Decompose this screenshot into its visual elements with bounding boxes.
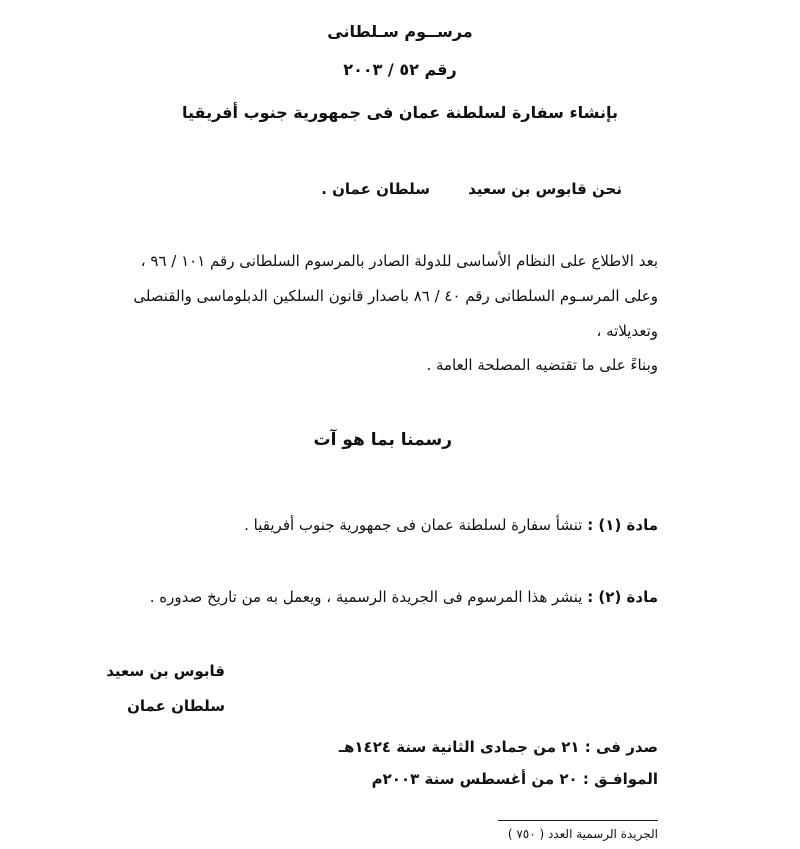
article-2 xyxy=(150,588,658,606)
recital-line: بعد الاطلاع على النظام الأساسى للدولة الصادر بالمرسوم السلطانى رقم ١٠١ / ٩٦ ، xyxy=(140,252,658,270)
signature-title: سلطان عمان xyxy=(127,697,225,715)
article-1 xyxy=(244,516,658,534)
decreed-heading: رسمنا بما هو آت xyxy=(313,430,452,450)
preamble-name: نحن قابوس بن سعيد xyxy=(468,180,622,198)
preamble-title: سلطان عمان . xyxy=(321,180,430,198)
footnote: الجريدة الرسمية العدد ( ٧٥٠ ) xyxy=(507,827,658,841)
footnote-divider xyxy=(498,820,658,821)
recital-line: وتعديلاته ، xyxy=(596,322,658,340)
decree-subject: بإنشاء سفارة لسلطنة عمان فى جمهورية جنوب أفريقيا xyxy=(182,103,618,122)
recital-line: وعلى المرسـوم السلطانى رقم ٤٠ / ٨٦ باصدار قانون السلكين الدبلوماسى والقنصلى xyxy=(133,287,658,305)
article-label: مادة (١) : xyxy=(587,516,658,534)
decree-number: رقم ٥٢ / ٢٠٠٣ xyxy=(343,60,457,79)
issued-gregorian-date: الموافـق : ٢٠ من أغسطس سنة ٢٠٠٣م xyxy=(371,770,658,788)
recital-line: وبناءً على ما تقتضيه المصلحة العامة . xyxy=(426,356,658,374)
article-text: تنشأ سفارة لسلطنة عمان فى جمهورية جنوب أفريقيا . xyxy=(244,516,583,534)
article-label: مادة (٢) : xyxy=(587,588,658,606)
signature-name: قابوس بن سعيد xyxy=(106,662,225,680)
article-text: ينشر هذا المرسوم فى الجريدة الرسمية ، ويعمل به من تاريخ صدوره . xyxy=(149,588,583,606)
decree-title: مرســوم سـلطانى xyxy=(327,22,473,41)
issued-hijri-date: صدر فى : ٢١ من جمادى الثانية سنة ١٤٢٤هـ xyxy=(338,738,658,756)
